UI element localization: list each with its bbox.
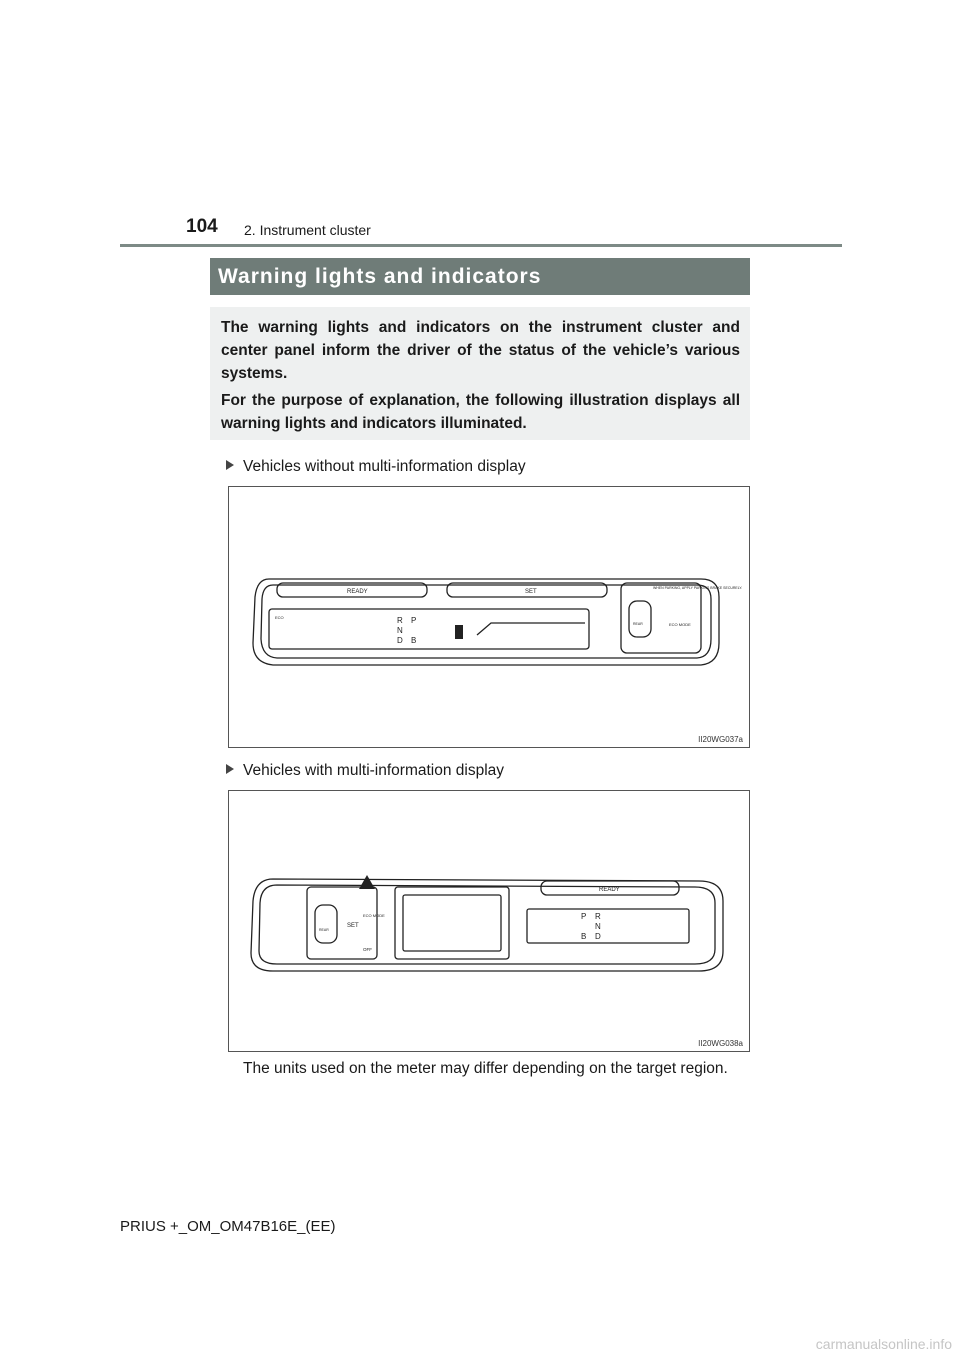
shift-p: P (581, 912, 587, 921)
set-label: SET (525, 589, 537, 595)
ready-label: READY (347, 589, 368, 595)
set-label: SET (347, 923, 359, 929)
bullet-label: Vehicles with multi-information display (243, 762, 505, 779)
header-rule (120, 244, 842, 247)
units-note: The units used on the meter may differ depending on the target region. (243, 1060, 728, 1077)
image-code: II20WG037a (698, 735, 743, 744)
intro-paragraph-2: For the purpose of explanation, the following illustration displays all warning lights and indicators illuminated. (221, 392, 740, 432)
intro-paragraph-1: The warning lights and indicators on the instrument cluster and center panel inform the driver of the status of the vehicle’s various systems. (221, 319, 740, 382)
bullet-vehicles-without-mid (226, 458, 526, 476)
image-code: II20WG038a (698, 1039, 743, 1048)
shift-d: D (397, 636, 403, 645)
ready-label: READY (599, 887, 620, 893)
triangle-bullet-icon (226, 764, 234, 774)
shift-p: P (411, 616, 417, 625)
instrument-cluster-diagram (229, 487, 749, 747)
eco-label: ECO (275, 615, 284, 620)
watermark: carmanualsonline.info (815, 1336, 952, 1352)
footer-manual-code: PRIUS +_OM_OM47B16E_(EE) (120, 1218, 336, 1235)
bullet-label: Vehicles without multi-information display (243, 458, 526, 475)
fuel-gauge-icon (455, 625, 463, 639)
eco-mode-label: ECO MODE (363, 913, 385, 918)
rear-label: REAR (319, 928, 329, 932)
master-warning-icon (359, 875, 375, 889)
shift-r: R (595, 912, 601, 921)
triangle-bullet-icon (226, 460, 234, 470)
shift-d: D (595, 932, 601, 941)
page-heading: Warning lights and indicators (210, 258, 750, 295)
shift-b: B (411, 636, 417, 645)
shift-n: N (595, 922, 601, 931)
shift-b: B (581, 932, 587, 941)
illustration-with-mid (228, 790, 750, 1052)
bullet-vehicles-with-mid (226, 762, 504, 780)
eco-mode-label: ECO MODE (669, 622, 691, 627)
intro-box (210, 307, 750, 440)
instrument-cluster-diagram (229, 791, 749, 1051)
parking-warning-label: WHEN PARKING, APPLY PARKING BRAKE SECURELY. (653, 586, 743, 590)
off-label: OFF (363, 947, 372, 952)
illustration-without-mid (228, 486, 750, 748)
rear-label: REAR (633, 622, 643, 626)
section-title: 2. Instrument cluster (244, 222, 371, 238)
page-number: 104 (186, 216, 218, 237)
shift-n: N (397, 626, 403, 635)
shift-r: R (397, 616, 403, 625)
